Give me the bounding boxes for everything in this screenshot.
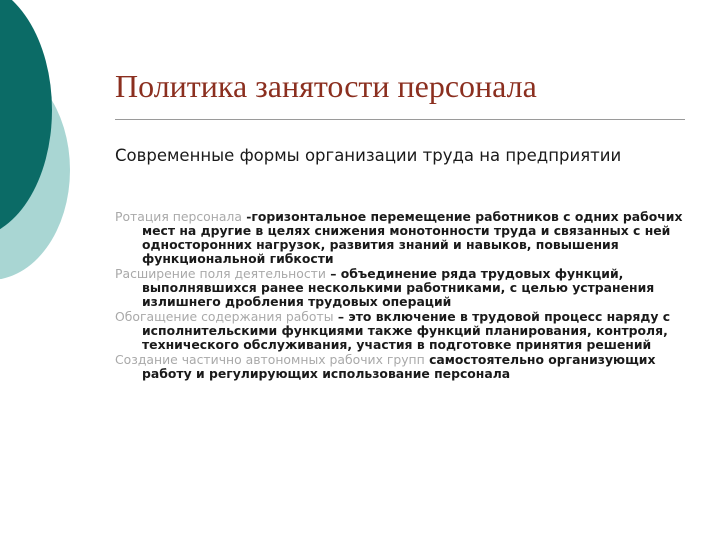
list-item <box>115 210 685 266</box>
item-term: Ротация персонала <box>115 209 242 224</box>
list-item <box>115 267 685 309</box>
item-text: -горизонтальное перемещение работников с одних рабочих мест на другие в целях снижения монотонности труда и связанных с ней односторонних нагрузок, развития знаний и навыков, повышения функциональной гибкости <box>142 209 683 266</box>
title-divider <box>115 119 685 120</box>
item-term: Расширение поля деятельности <box>115 266 326 281</box>
decorative-circles <box>0 0 120 300</box>
item-text: самостоятельно организующих работу и регулирующих использование персонала <box>142 352 656 381</box>
bullet-list <box>115 210 685 382</box>
list-item <box>115 310 685 352</box>
slide-subtitle: Современные формы организации труда на предприятии <box>115 146 622 165</box>
item-text: – это включение в трудовой процесс наряду с исполнительскими функциями также функций планирования, контроля, технического обслуживания, участия в подготовке принятия решений <box>142 309 671 352</box>
slide-title: Политика занятости персонала <box>115 68 537 104</box>
item-term: Обогащение содержания работы <box>115 309 334 324</box>
item-text: – объединение ряда трудовых функций, выполнявшихся ранее несколькими работниками, с целью устранения излишнего дробления трудовых операций <box>142 266 655 309</box>
list-item <box>115 353 685 381</box>
item-term: Создание частично автономных рабочих групп <box>115 352 425 367</box>
